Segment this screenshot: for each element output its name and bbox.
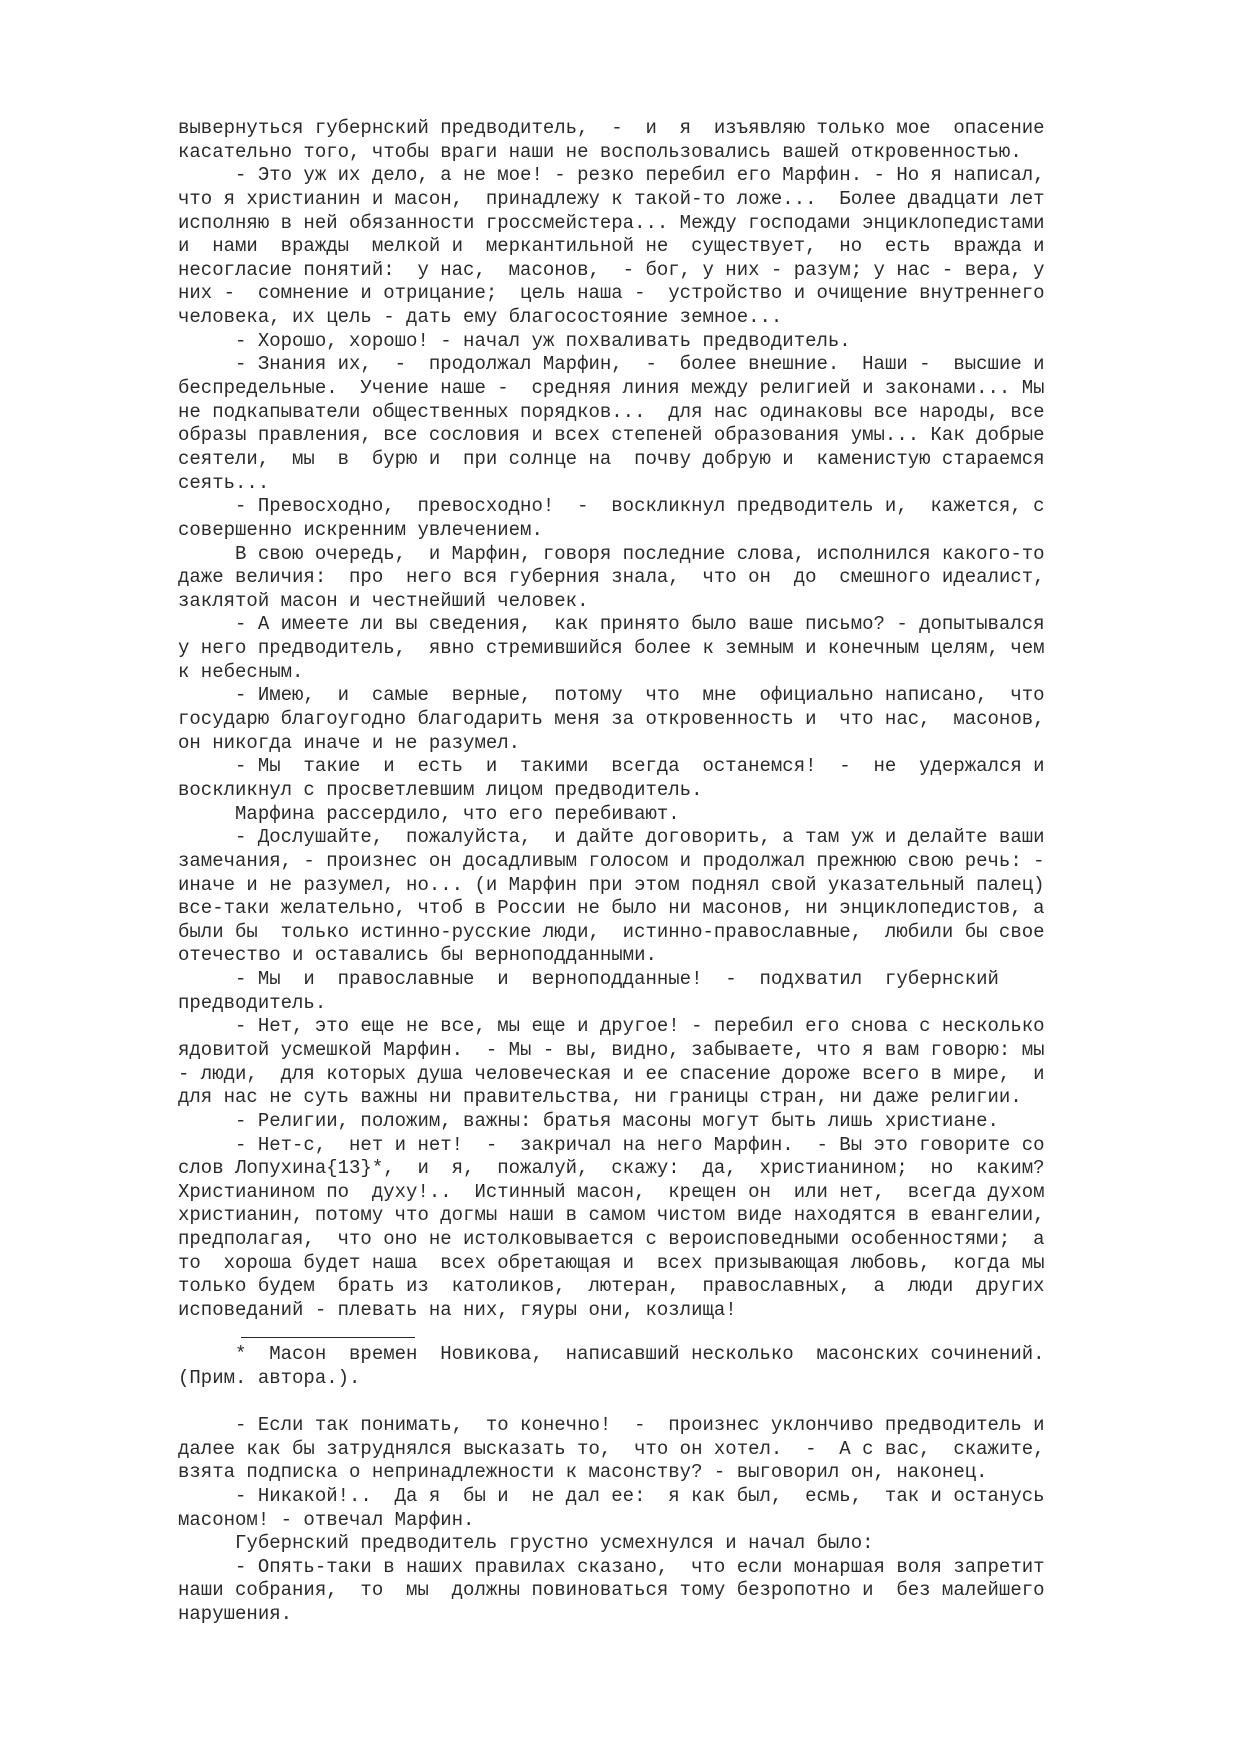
text-line: исповеданий - плевать на них, гяуры они, козлища! xyxy=(178,1299,737,1322)
text-line: замечания, - произнес он досадливым голосом и продолжал прежнюю свою речь: - xyxy=(178,849,1045,872)
text-line: сеятели, мы в бурю и при солнце на почву добрую и каменистую стараемся xyxy=(178,447,1045,470)
text-line: Губернский предводитель грустно усмехнулся и начал было: xyxy=(178,1532,874,1555)
text-line: - Имею, и самые верные, потому что мне официально написано, что xyxy=(178,684,1045,707)
text-line: - Мы такие и есть и такими всегда останемся! - не удержался и xyxy=(178,755,1045,778)
text-line: наши собрания, то мы должны повиноваться тому безропотно и без малейшего xyxy=(178,1579,1045,1602)
text-line: - А имеете ли вы сведения, как принято было ваше письмо? - допытывался xyxy=(178,613,1045,636)
continuation-text-block xyxy=(178,1414,1045,1627)
text-line: ядовитой усмешкой Марфин. - Мы - вы, видно, забываете, что я вам говорю: мы xyxy=(178,1038,1045,1061)
main-text-block xyxy=(178,117,1045,1323)
text-line: нарушения. xyxy=(178,1603,293,1626)
text-line: предполагая, что оно не истолковывается с вероисповедными особенностями; а xyxy=(178,1228,1045,1251)
text-line: В свою очередь, и Марфин, говоря последние слова, исполнился какого-то xyxy=(178,542,1045,565)
footnote-block xyxy=(178,1343,1045,1390)
text-line: исполняю в ней обязанности гроссмейстера... Между господами энциклопедистами xyxy=(178,211,1045,234)
text-line: все-таки желательно, чтоб в России не было ни масонов, ни энциклопедистов, а xyxy=(178,897,1045,920)
text-line: он никогда иначе и не разумел. xyxy=(178,731,521,754)
text-line: образы правления, все сословия и всех степеней образования умы... Как добрые xyxy=(178,424,1045,447)
text-line: - Если так понимать, то конечно! - произнес уклончиво предводитель и xyxy=(178,1414,1045,1436)
text-line: взята подписка о непринадлежности к масонству? - выговорил он, наконец. xyxy=(178,1461,988,1484)
text-line: беспредельные. Учение наше - средняя линия между религией и законами... Мы xyxy=(178,377,1045,400)
text-line: - Превосходно, превосходно! - воскликнул предводитель и, кажется, с xyxy=(178,495,1045,518)
text-line: у него предводитель, явно стремившийся более к земным и конечным целям, чем xyxy=(178,637,1045,660)
text-line: (Прим. автора.). xyxy=(178,1366,361,1389)
text-line: человека, их цель - дать ему благосостояние земное... xyxy=(178,306,783,329)
text-line: них - сомнение и отрицание; цель наша - устройство и очищение внутреннего xyxy=(178,282,1045,305)
text-line: государю благоугодно благодарить меня за откровенность и что нас, масонов, xyxy=(178,708,1045,731)
text-line: что я христианин и масон, принадлежу к такой-то ложе... Более двадцати лет xyxy=(178,187,1045,210)
text-line: - Нет, это еще не все, мы еще и другое! - перебил его снова с несколько xyxy=(178,1015,1045,1038)
text-line: заклятой масон и честнейший человек. xyxy=(178,589,589,612)
text-line: для нас не суть важны ни правительства, ни границы стран, ни даже религии. xyxy=(178,1086,1022,1109)
text-line: - люди, для которых душа человеческая и ее спасение дороже всего в мире, и xyxy=(178,1062,1045,1085)
text-line: не подкапыватели общественных порядков... для нас одинаковы все народы, все xyxy=(178,400,1045,423)
text-line: к небесным. xyxy=(178,660,304,683)
text-line: предводитель. xyxy=(178,991,327,1014)
text-line: касательно того, чтобы враги наши не воспользовались вашей откровенностью. xyxy=(178,140,1022,163)
text-line: только будем брать из католиков, лютеран, православных, а люди других xyxy=(178,1275,1045,1298)
text-line: - Дослушайте, пожалуйста, и дайте договорить, а там уж и делайте ваши xyxy=(178,826,1045,849)
text-line: и нами вражды мелкой и меркантильной не существует, но есть вражда и xyxy=(178,235,1045,258)
text-line: - Религии, положим, важны: братья масоны могут быть лишь христиане. xyxy=(178,1109,999,1132)
text-line: совершенно искренним увлечением. xyxy=(178,518,543,541)
text-line: были бы только истинно-русские люди, истинно-православные, любили бы свое xyxy=(178,920,1045,943)
text-line: - Знания их, - продолжал Марфин, - более внешние. Наши - высшие и xyxy=(178,353,1045,376)
text-line: отечество и оставались бы верноподданными. xyxy=(178,944,657,967)
footnote-separator xyxy=(241,1337,415,1338)
text-line: - Мы и православные и верноподданные! - подхватил губернский xyxy=(178,968,999,991)
text-line: слов Лопухина{13}*, и я, пожалуй, скажу: да, христианином; но каким? xyxy=(178,1157,1045,1180)
text-line: христианин, потому что догмы наши в самом чистом виде находятся в евангелии, xyxy=(178,1204,1045,1227)
text-line: * Масон времен Новикова, написавший несколько масонских сочинений. xyxy=(178,1343,1045,1365)
text-line: - Нет-с, нет и нет! - закричал на него Марфин. - Вы это говорите со xyxy=(178,1133,1045,1156)
text-line: сеять... xyxy=(178,471,270,494)
text-line: то хороша будет наша всех обретающая и всех призывающая любовь, когда мы xyxy=(178,1251,1045,1274)
text-line: - Хорошо, хорошо! - начал уж похваливать предводитель. xyxy=(178,329,851,352)
text-line: вывернуться губернский предводитель, - и я изъявляю только мое опасение xyxy=(178,117,1045,139)
text-line: несогласие понятий: у нас, масонов, - бог, у них - разум; у нас - вера, у xyxy=(178,258,1045,281)
text-line: Марфина рассердило, что его перебивают. xyxy=(178,802,680,825)
text-line: масоном! - отвечал Марфин. xyxy=(178,1508,475,1531)
text-line: далее как бы затруднялся высказать то, что он хотел. - А с вас, скажите, xyxy=(178,1437,1045,1460)
text-line: - Это уж их дело, а не мое! - резко перебил его Марфин. - Но я написал, xyxy=(178,164,1045,187)
text-line: иначе и не разумел, но... (и Марфин при этом поднял свой указательный палец) xyxy=(178,873,1045,896)
text-line: даже величия: про него вся губерния знала, что он до смешного идеалист, xyxy=(178,566,1045,589)
text-line: Христианином по духу!.. Истинный масон, крещен он или нет, всегда духом xyxy=(178,1180,1045,1203)
text-line: - Никакой!.. Да я бы и не дал ее: я как был, есмь, так и останусь xyxy=(178,1484,1045,1507)
text-line: - Опять-таки в наших правилах сказано, что если монаршая воля запретит xyxy=(178,1555,1045,1578)
text-line: воскликнул с просветлевшим лицом предводитель. xyxy=(178,778,703,801)
